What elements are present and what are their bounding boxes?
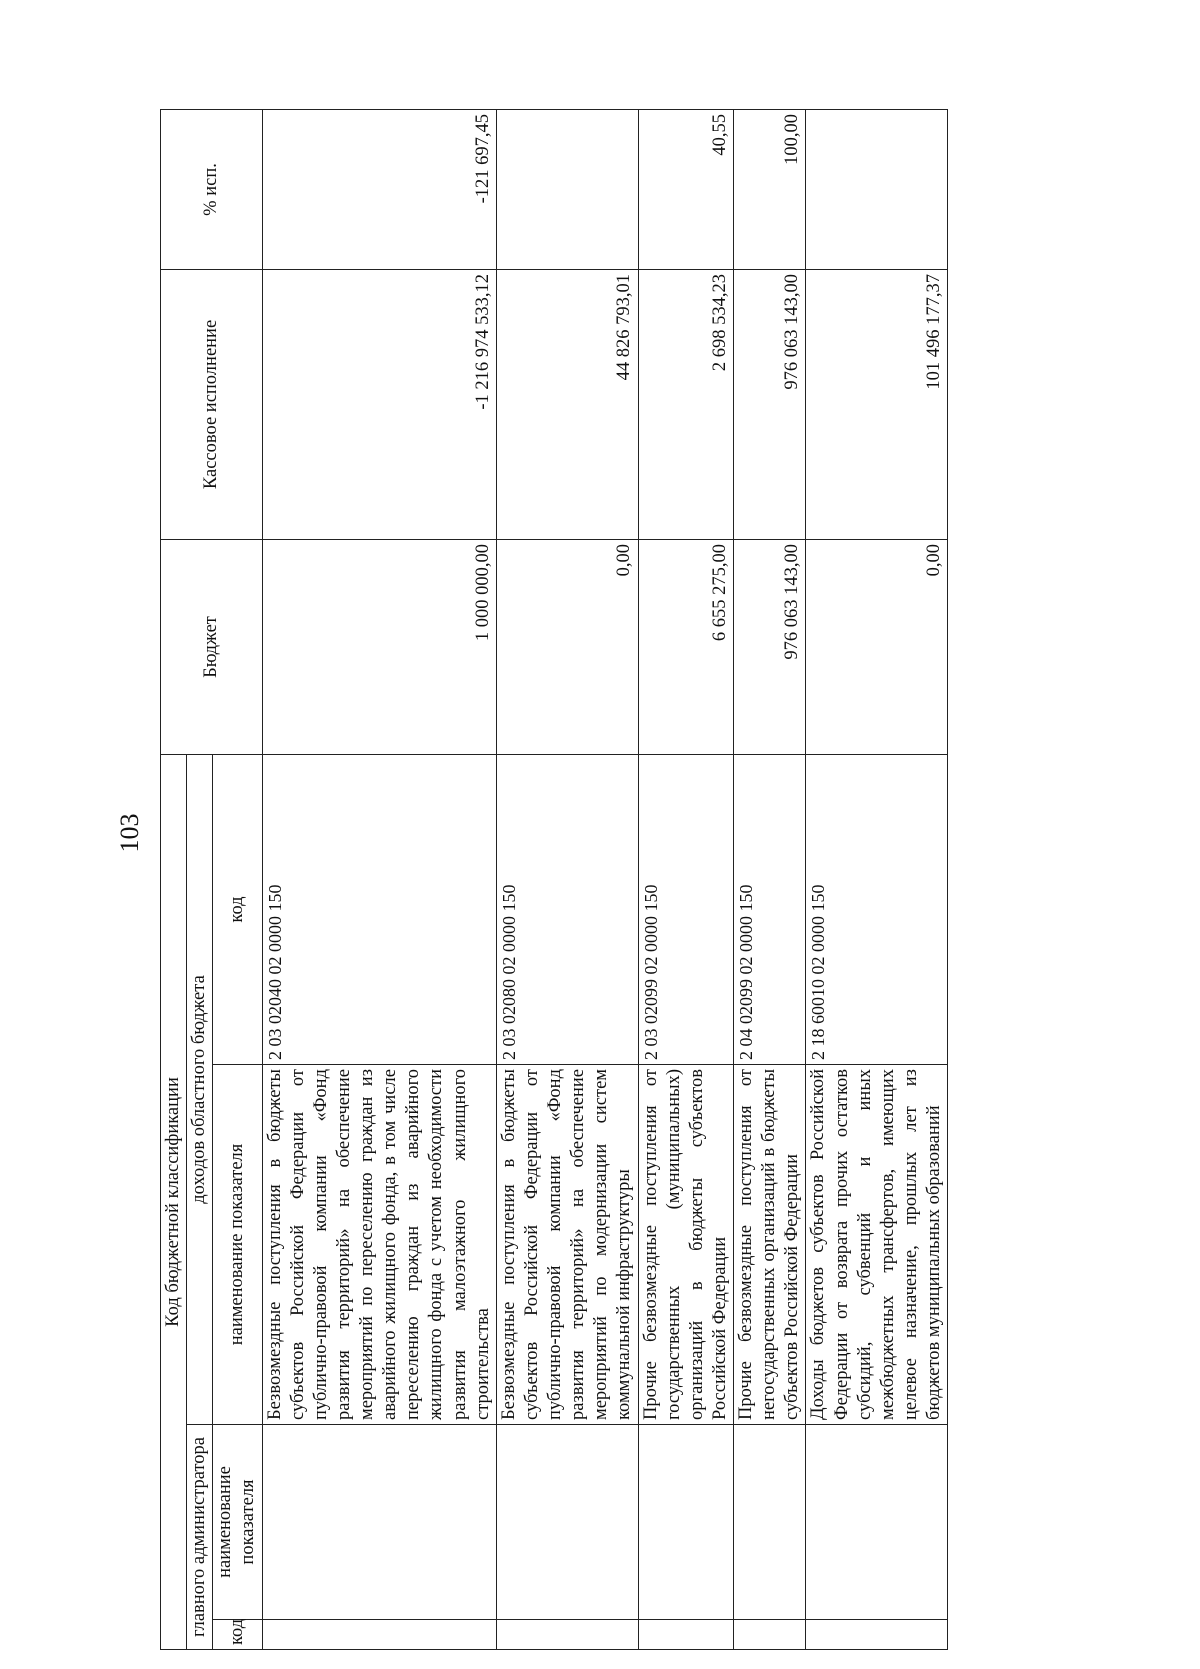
- row-budget: 0,00: [806, 539, 948, 754]
- page-number: 103: [115, 813, 144, 853]
- percent-header: % исп.: [161, 109, 263, 269]
- budget-table-rotated: [160, 110, 1100, 1650]
- row-percent: -121 697,45: [262, 109, 496, 269]
- row-percent: 40,55: [638, 109, 734, 269]
- admin-name-cell: [496, 1425, 638, 1620]
- admin-code-cell: [496, 1620, 638, 1650]
- revenue-code-header: код: [213, 754, 262, 1064]
- table-row: [496, 109, 638, 1649]
- row-code: 2 03 02040 02 0000 150: [262, 754, 496, 1064]
- row-code: 2 03 02080 02 0000 150: [496, 754, 638, 1064]
- admin-code-cell: [806, 1620, 948, 1650]
- row-execution: 976 063 143,00: [734, 269, 806, 539]
- row-name: Безвозмездные поступления в бюджеты субъектов Российской Федерации от публично-правовой компании «Фонд развития территорий» на обеспечение мероприятий по переселению граждан из аварийного жилищного фонда, в том числе переселению граждан из аварийного жилищного фонда с учетом необходимости развития малоэтажного жилищного строительства: [262, 1065, 496, 1425]
- budget-header: Бюджет: [161, 539, 263, 754]
- admin-name-cell: [806, 1425, 948, 1620]
- header-row-1: [161, 109, 187, 1649]
- row-budget: 6 655 275,00: [638, 539, 734, 754]
- row-percent: 100,00: [734, 109, 806, 269]
- row-percent: [496, 109, 638, 269]
- table-row: [734, 109, 806, 1649]
- revenue-group-header: доходов областного бюджета: [187, 754, 213, 1424]
- row-name: Доходы бюджетов субъектов Российской Федерации от возврата прочих остатков субсидий, субвенций и иных межбюджетных трансфертов, имеющих целевое назначение, прошлых лет из бюджетов муниципальных образований: [806, 1065, 948, 1425]
- classification-header: Код бюджетной классификации: [161, 754, 187, 1649]
- table-row: [806, 109, 948, 1649]
- row-execution: 44 826 793,01: [496, 269, 638, 539]
- budget-table: [160, 109, 948, 1650]
- admin-code-cell: [638, 1620, 734, 1650]
- row-name: Прочие безвозмездные поступления от негосударственных организаций в бюджеты субъектов Российской Федерации: [734, 1065, 806, 1425]
- admin-name-cell: [734, 1425, 806, 1620]
- row-code: 2 03 02099 02 0000 150: [638, 754, 734, 1064]
- admin-name-cell: [262, 1425, 496, 1620]
- row-code: 2 04 02099 02 0000 150: [734, 754, 806, 1064]
- row-budget: 1 000 000,00: [262, 539, 496, 754]
- row-execution: -1 216 974 533,12: [262, 269, 496, 539]
- row-budget: 0,00: [496, 539, 638, 754]
- row-execution: 101 496 177,37: [806, 269, 948, 539]
- row-name: Безвозмездные поступления в бюджеты субъектов Российской Федерации от публично-правовой компании «Фонд развития территорий» на обеспечение мероприятий по модернизации систем коммунальной инфраструктуры: [496, 1065, 638, 1425]
- admin-code-cell: [262, 1620, 496, 1650]
- row-name: Прочие безвозмездные поступления от государственных (муниципальных) организаций в бюджеты субъектов Российской Федерации: [638, 1065, 734, 1425]
- admin-name-header: наименование показателя: [213, 1425, 262, 1620]
- row-percent: [806, 109, 948, 269]
- admin-name-cell: [638, 1425, 734, 1620]
- table-row: [262, 109, 496, 1649]
- table-row: [638, 109, 734, 1649]
- revenue-name-header: наименование показателя: [213, 1065, 262, 1425]
- row-execution: 2 698 534,23: [638, 269, 734, 539]
- row-budget: 976 063 143,00: [734, 539, 806, 754]
- admin-group-header: главного администратора: [187, 1425, 213, 1650]
- admin-code-header: код: [213, 1620, 262, 1650]
- admin-code-cell: [734, 1620, 806, 1650]
- row-code: 2 18 60010 02 0000 150: [806, 754, 948, 1064]
- execution-header: Кассовое исполнение: [161, 269, 263, 539]
